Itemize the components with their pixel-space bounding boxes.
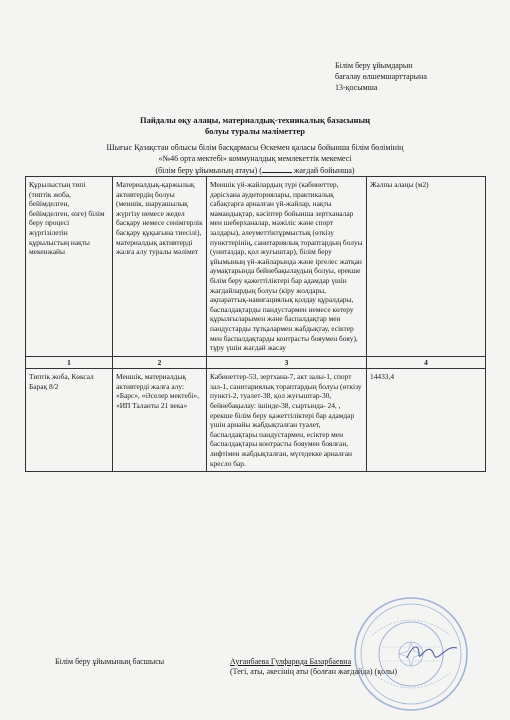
table-row — [26, 369, 486, 472]
subtitle-line — [20, 164, 490, 177]
subtitle-line: Шығыс Қазақстан облысы білім басқармасы Өскемен қаласы бойынша білім бөлімінің — [106, 143, 404, 152]
subtitle-part: жағдай бойынша) — [291, 166, 355, 175]
column-number: 1 — [26, 356, 113, 369]
header-cell: Меншік үй-жайлардың түрі (кабинеттер, дәрісхана аудиториялары, практикалық сабақтарға арналған үй-жайлар, нақты мамандықтар, кәсіптер бойынша зертханалар мен шеберханалар, мәжіліс және спорт залдары), әлеуметтіктұрмыстық (өткізу пункттерінің, санитариялық тораптардың болуы (унитаздар, қол жуғыштар), білім беру ұйымының үй-жайларында және іргелес жатқан аумақтарында бейнебақылаудың болуы, ерекше білім беру қажеттіліктері бар адамдар үшін жағдайлардың болуы (кіру жолдары, ақпараттық-навигациялық қолдау құралдары, баспалдақтарды пандустармен немесе көтеру құрылғыларымен және баспалдақтар мен пандустарды тұтқалармен жабдықтау, есіктер мен баспалдақтарды контрасты бояумен бояу), тұру үшін жағдай жасау — [207, 177, 367, 357]
header-cell: Жалпы алаңы (м2) — [367, 177, 486, 357]
header-cell: Құрылыстың типі (типтік жоба, бейімделген, бейімделген, өзге) білім беру процесі жүргізілетін құрылыстың нақты мекенжайы — [26, 177, 113, 357]
organization-info — [20, 143, 490, 177]
column-number: 3 — [207, 356, 367, 369]
column-number: 2 — [113, 356, 207, 369]
subtitle-part: (білім беру ұйымының атауы) ( — [155, 166, 262, 175]
assets-cell: Меншік, материалдық активтерді жалға алу: «Барс», «Әселер мектебі», «ИП Таланты 21 века» — [113, 369, 207, 472]
title-line: Пайдалы оқу алаңы, материалдық-техникалық базасының — [139, 115, 370, 125]
building-type-cell: Типтік жоба, Көксал Барақ 8/2 — [26, 369, 113, 472]
director-label: Білім беру ұйымының басшысы — [55, 657, 165, 666]
column-number: 4 — [367, 356, 486, 369]
handwritten-signature — [405, 640, 460, 665]
header-cell: Материалдық-қаржылық активтердің болуы (меншік, шаруашылық жүргізу немесе жедел басқару немесе сенімгерлік басқару құқығына тиесілі), материалдық активтерді жалға алу туралы мәлімет — [113, 177, 207, 357]
official-seal-stamp — [352, 595, 470, 713]
premises-cell: Кабинеттер-53, зертхана-7, акт залы-1, спорт зал-1, санитариялық тораптардың болуы (өткізу пункті-2, туалет-38, қол жуғыштар-30, бейнебақылау: ішінде-38, сыртында- 24, , ерекше білім беру қажеттіліктері бар адамдар үшін арнайы жабдықталған туалет, баспалдақтары пандустармен, есіктер мен баспалдақтары контрасты бояумен боялған, лифтімен жабдықталған, мүгедекке арналған кресло бар. — [207, 369, 367, 472]
annex-line: Білім беру ұйымдарын — [335, 61, 413, 70]
document-title — [20, 115, 490, 137]
annex-line: 13-қосымша — [335, 83, 378, 92]
column-number-row — [26, 356, 486, 369]
date-blank — [262, 164, 292, 173]
table-header-row — [26, 177, 486, 357]
subtitle-line: «№46 орта мектебі» коммуналдық мемлекеттік мекемесі — [158, 153, 352, 163]
annex-note — [335, 60, 505, 93]
title-line: болуы туралы мәліметтер — [204, 126, 306, 136]
director-name: Ауғанбаева Гулфарида Базарбаевна — [230, 657, 352, 666]
total-area-cell: 14433,4 — [367, 369, 486, 472]
facilities-table — [25, 176, 486, 472]
signature-hint: (Тегі, аты, әкесінің аты (болған жағдайда) (қолы) — [230, 667, 398, 676]
annex-line: бағалау өлшемшарттарына — [335, 72, 427, 81]
